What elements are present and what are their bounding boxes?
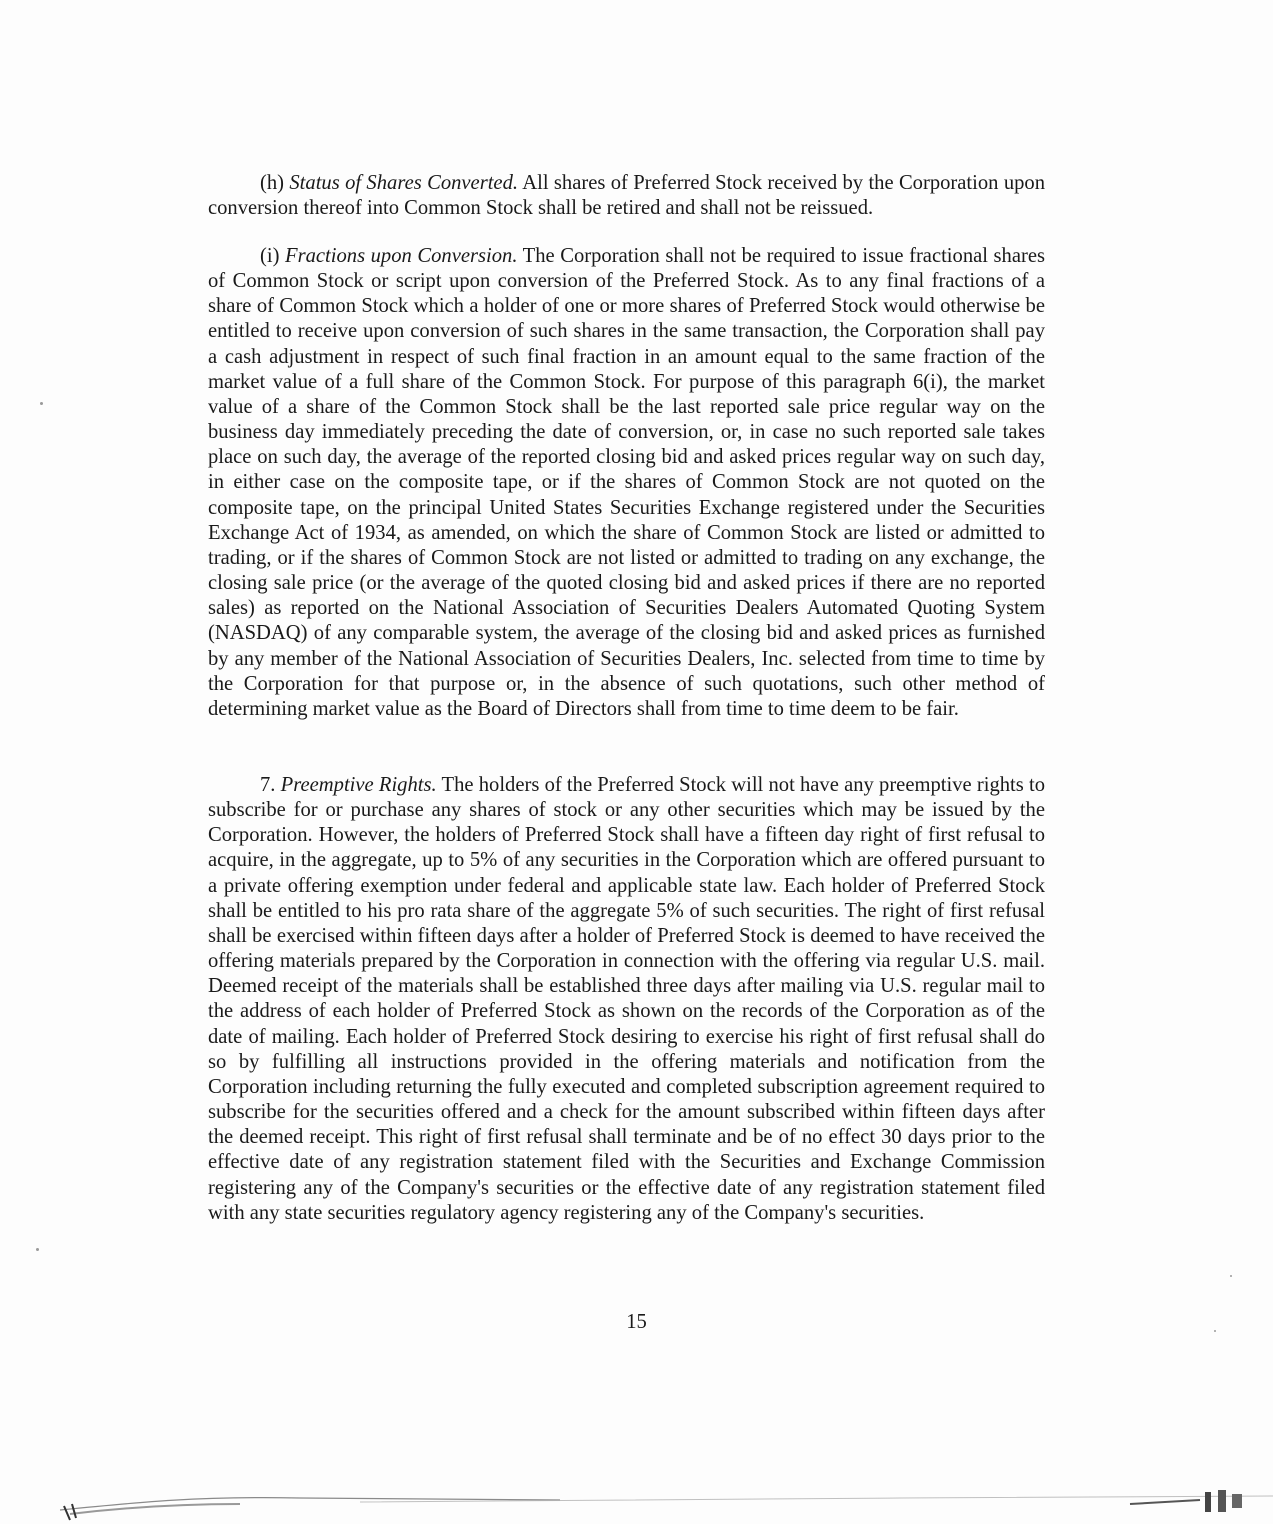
paragraph-h-text: All shares of Preferred Stock received by the Corporation upon conversion thereof into Common Stock shall be retired and shall not be reissued. — [208, 172, 1045, 220]
paragraph-i — [208, 244, 1045, 722]
paragraph-7-heading: Preemptive Rights. — [280, 774, 437, 796]
paragraph-h-heading: Status of Shares Converted. — [289, 172, 519, 194]
paragraph-i-label: (i) — [260, 245, 280, 267]
scan-speck — [40, 402, 43, 405]
paragraph-7 — [208, 773, 1045, 1226]
paragraph-h — [208, 171, 1045, 221]
paragraph-7-text: The holders of the Preferred Stock will not have any preemptive rights to subscribe for or purchase any shares of stock or any other securities which may be issued by the Corporation. However, the holders of Preferred Stock shall have a fifteen day right of first refusal to acquire, in the aggregate, up to 5% of any securities in the Corporation which are offered pursuant to a private offering exemption under federal and applicable state law. Each holder of Preferred Stock shall be entitled to his pro rata share of the aggregate 5% of such securities. The right of first refusal shall be exercised within fifteen days after a holder of Preferred Stock is deemed to have received the offering materials prepared by the Corporation in connection with the offering via regular U.S. mail. Deemed receipt of the materials shall be established three days after mailing via U.S. regular mail to the address of each holder of Preferred Stock as shown on the records of the Corporation as of the date of mailing. Each holder of Preferred Stock desiring to exercise his right of first refusal shall do so by fulfilling all instructions provided in the offering materials and notification from the Corporation including returning the fully executed and completed subscription agreement required to subscribe for the securities offered and a check for the amount subscribed within fifteen days after the deemed receipt. This right of first refusal shall terminate and be of no effect 30 days prior to the effective date of any registration statement filed with the Securities and Exchange Commission registering any of the Company's securities or the effective date of any registration statement filed with any state securities regulatory agency registering any of the Company's securities. — [208, 774, 1045, 1224]
page-number: 15 — [626, 1311, 647, 1333]
scan-speck — [1230, 1275, 1232, 1277]
scan-artifact-bottom — [0, 1484, 1273, 1524]
paragraph-i-heading: Fractions upon Conversion. — [285, 245, 518, 267]
paragraph-h-label: (h) — [260, 172, 285, 194]
paragraph-7-label: 7. — [260, 774, 276, 796]
paragraph-i-text: The Corporation shall not be required to issue fractional shares of Common Stock or script upon conversion of the Preferred Stock. As to any final fractions of a share of Common Stock which a holder of one or more shares of Preferred Stock would otherwise be entitled to receive upon conversion of such shares in the same transaction, the Corporation shall pay a cash adjustment in respect of such final fraction in an amount equal to the same fraction of the market value of a full share of the Common Stock. For purpose of this paragraph 6(i), the market value of a share of the Common Stock shall be the last reported sale price regular way on the business day immediately preceding the date of conversion, or, in case no such reported sale takes place on such day, the average of the reported closing bid and asked prices regular way on such day, in either case on the composite tape, or if the shares of Common Stock are not quoted on the composite tape, on the principal United States Securities Exchange registered under the Securities Exchange Act of 1934, as amended, on which the share of Common Stock are listed or admitted to trading, or if the shares of Common Stock are not listed or admitted to trading on any exchange, the closing sale price (or the average of the quoted closing bid and asked prices if there are no reported sales) as reported on the National Association of Securities Dealers Automated Quoting System (NASDAQ) of any comparable system, the average of the closing bid and asked prices as furnished by any member of the National Association of Securities Dealers, Inc. selected from time to time by the Corporation for that purpose or, in the absence of such quotations, such other method of determining market value as the Board of Directors shall from time to time deem to be fair. — [208, 245, 1046, 720]
scan-speck — [36, 1248, 39, 1251]
scan-speck — [1214, 1330, 1216, 1332]
